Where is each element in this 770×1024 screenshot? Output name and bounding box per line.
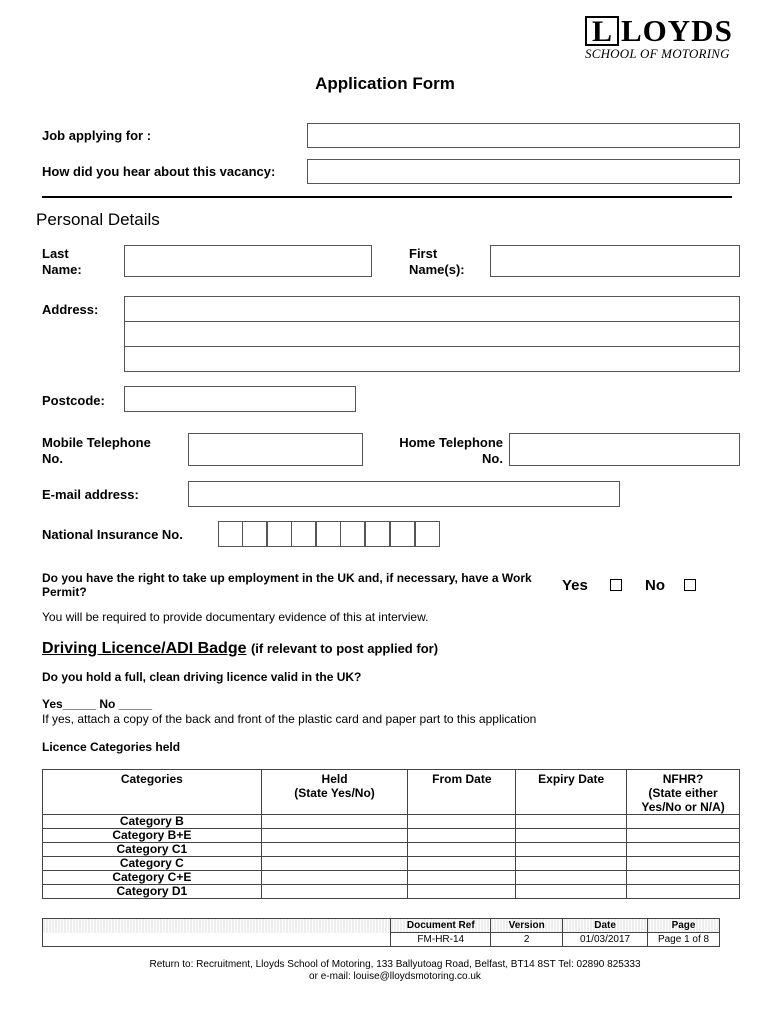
nfhr-cell[interactable] bbox=[627, 885, 740, 899]
ni-digit-5[interactable] bbox=[316, 521, 341, 547]
right-to-work-no-checkbox[interactable] bbox=[684, 579, 696, 591]
held-cell[interactable] bbox=[261, 871, 408, 885]
table-header-row bbox=[43, 770, 740, 815]
address-line-1-field[interactable] bbox=[124, 296, 740, 322]
page-header: Page bbox=[648, 919, 720, 933]
category-name: Category B+E bbox=[43, 829, 262, 843]
ni-digit-6[interactable] bbox=[340, 521, 365, 547]
from-date-cell[interactable] bbox=[408, 871, 516, 885]
held-cell[interactable] bbox=[261, 829, 408, 843]
vacancy-source-label: How did you hear about this vacancy: bbox=[42, 164, 276, 179]
expiry-date-cell[interactable] bbox=[516, 885, 627, 899]
ni-digit-9[interactable] bbox=[415, 521, 440, 547]
document-info-spacer bbox=[43, 919, 391, 933]
address-line-2-field[interactable] bbox=[124, 321, 740, 347]
driving-licence-heading-row bbox=[42, 640, 438, 658]
expiry-date-cell[interactable] bbox=[516, 815, 627, 829]
document-info-value-row bbox=[43, 933, 720, 947]
held-cell[interactable] bbox=[261, 857, 408, 871]
header-expiry-date: Expiry Date bbox=[516, 770, 627, 815]
category-name: Category C+E bbox=[43, 871, 262, 885]
table-row bbox=[43, 815, 740, 829]
last-name-label: Last Name: bbox=[42, 246, 82, 277]
company-logo bbox=[585, 14, 735, 62]
table-row bbox=[43, 871, 740, 885]
category-name: Category C1 bbox=[43, 843, 262, 857]
email-label: E-mail address: bbox=[42, 487, 139, 502]
logo-subtitle: SCHOOL OF MOTORING bbox=[585, 46, 730, 61]
table-row bbox=[43, 857, 740, 871]
table-row bbox=[43, 843, 740, 857]
postcode-field[interactable] bbox=[124, 386, 356, 412]
category-name: Category D1 bbox=[43, 885, 262, 899]
logo-brand: LOYDS bbox=[621, 13, 733, 48]
personal-details-heading: Personal Details bbox=[36, 210, 160, 229]
header-from-date: From Date bbox=[408, 770, 516, 815]
section-divider bbox=[42, 196, 732, 198]
from-date-cell[interactable] bbox=[408, 885, 516, 899]
nfhr-cell[interactable] bbox=[627, 871, 740, 885]
home-telephone-field[interactable] bbox=[509, 433, 740, 466]
category-name: Category B bbox=[43, 815, 262, 829]
licence-categories-table bbox=[42, 769, 740, 899]
table-row bbox=[43, 829, 740, 843]
expiry-date-cell[interactable] bbox=[516, 871, 627, 885]
right-to-work-question: Do you have the right to take up employment in the UK and, if necessary, have a Work Permit? bbox=[42, 571, 532, 599]
doc-ref-header: Document Ref bbox=[391, 919, 491, 933]
from-date-cell[interactable] bbox=[408, 857, 516, 871]
ni-digit-4[interactable] bbox=[291, 521, 316, 547]
right-to-work-yes-label: Yes bbox=[562, 577, 588, 594]
home-telephone-label: Home Telephone No. bbox=[399, 435, 503, 466]
table-row bbox=[43, 885, 740, 899]
from-date-cell[interactable] bbox=[408, 829, 516, 843]
last-name-field[interactable] bbox=[124, 245, 372, 277]
form-title: Application Form bbox=[315, 74, 455, 93]
driving-licence-heading: Driving Licence/ADI Badge bbox=[42, 640, 247, 657]
date-value: 01/03/2017 bbox=[563, 933, 648, 947]
header-categories: Categories bbox=[43, 770, 262, 815]
from-date-cell[interactable] bbox=[408, 815, 516, 829]
ni-digit-1[interactable] bbox=[218, 521, 243, 547]
header-held: Held (State Yes/No) bbox=[261, 770, 408, 815]
nfhr-cell[interactable] bbox=[627, 829, 740, 843]
licence-attach-note: If yes, attach a copy of the back and front of the plastic card and paper part to this application bbox=[42, 712, 537, 726]
return-email: or e-mail: louise@lloydsmotoring.co.uk bbox=[309, 971, 481, 982]
address-line-3-field[interactable] bbox=[124, 346, 740, 372]
header-nfhr: NFHR? (State either Yes/No or N/A) bbox=[627, 770, 740, 815]
first-name-label: First Name(s): bbox=[409, 246, 465, 277]
expiry-date-cell[interactable] bbox=[516, 843, 627, 857]
logo-initial: L bbox=[592, 15, 613, 48]
doc-ref-value: FM-HR-14 bbox=[391, 933, 491, 947]
mobile-telephone-field[interactable] bbox=[188, 433, 363, 466]
version-header: Version bbox=[491, 919, 563, 933]
ni-digit-2[interactable] bbox=[242, 521, 267, 547]
return-address: Return to: Recruitment, Lloyds School of Motoring, 133 Ballyutoag Road, Belfast, BT14 8ST Tel: 02890 825333 bbox=[149, 959, 641, 970]
vacancy-source-field[interactable] bbox=[307, 159, 740, 184]
right-to-work-yes-checkbox[interactable] bbox=[610, 579, 622, 591]
date-header: Date bbox=[563, 919, 648, 933]
licence-categories-heading: Licence Categories held bbox=[42, 740, 181, 754]
ni-digit-7[interactable] bbox=[365, 521, 390, 547]
page-value: Page 1 of 8 bbox=[648, 933, 720, 947]
nfhr-cell[interactable] bbox=[627, 843, 740, 857]
nfhr-cell[interactable] bbox=[627, 857, 740, 871]
document-info-header-row bbox=[43, 919, 720, 933]
expiry-date-cell[interactable] bbox=[516, 857, 627, 871]
national-insurance-label: National Insurance No. bbox=[42, 527, 183, 542]
address-label: Address: bbox=[42, 302, 99, 317]
from-date-cell[interactable] bbox=[408, 843, 516, 857]
right-to-work-no-label: No bbox=[645, 577, 665, 594]
category-name: Category C bbox=[43, 857, 262, 871]
evidence-note: You will be required to provide documentary evidence of this at interview. bbox=[42, 610, 429, 624]
mobile-telephone-label: Mobile Telephone No. bbox=[42, 435, 151, 466]
job-applying-field[interactable] bbox=[307, 123, 740, 148]
held-cell[interactable] bbox=[261, 885, 408, 899]
nfhr-cell[interactable] bbox=[627, 815, 740, 829]
job-applying-label: Job applying for : bbox=[42, 128, 152, 143]
document-info-table bbox=[42, 918, 720, 947]
email-field[interactable] bbox=[188, 481, 620, 507]
driving-licence-heading-note: (if relevant to post applied for) bbox=[250, 641, 439, 656]
logo-initial-box bbox=[585, 16, 619, 46]
document-info-spacer bbox=[43, 933, 391, 947]
licence-yes-no: Yes_____ No _____ bbox=[42, 697, 153, 711]
version-value: 2 bbox=[491, 933, 563, 947]
ni-digit-8[interactable] bbox=[390, 521, 415, 547]
held-cell[interactable] bbox=[261, 843, 408, 857]
postcode-label: Postcode: bbox=[42, 393, 105, 408]
licence-question: Do you hold a full, clean driving licence valid in the UK? bbox=[42, 670, 362, 684]
expiry-date-cell[interactable] bbox=[516, 829, 627, 843]
ni-digit-3[interactable] bbox=[267, 521, 292, 547]
first-name-field[interactable] bbox=[490, 245, 740, 277]
held-cell[interactable] bbox=[261, 815, 408, 829]
